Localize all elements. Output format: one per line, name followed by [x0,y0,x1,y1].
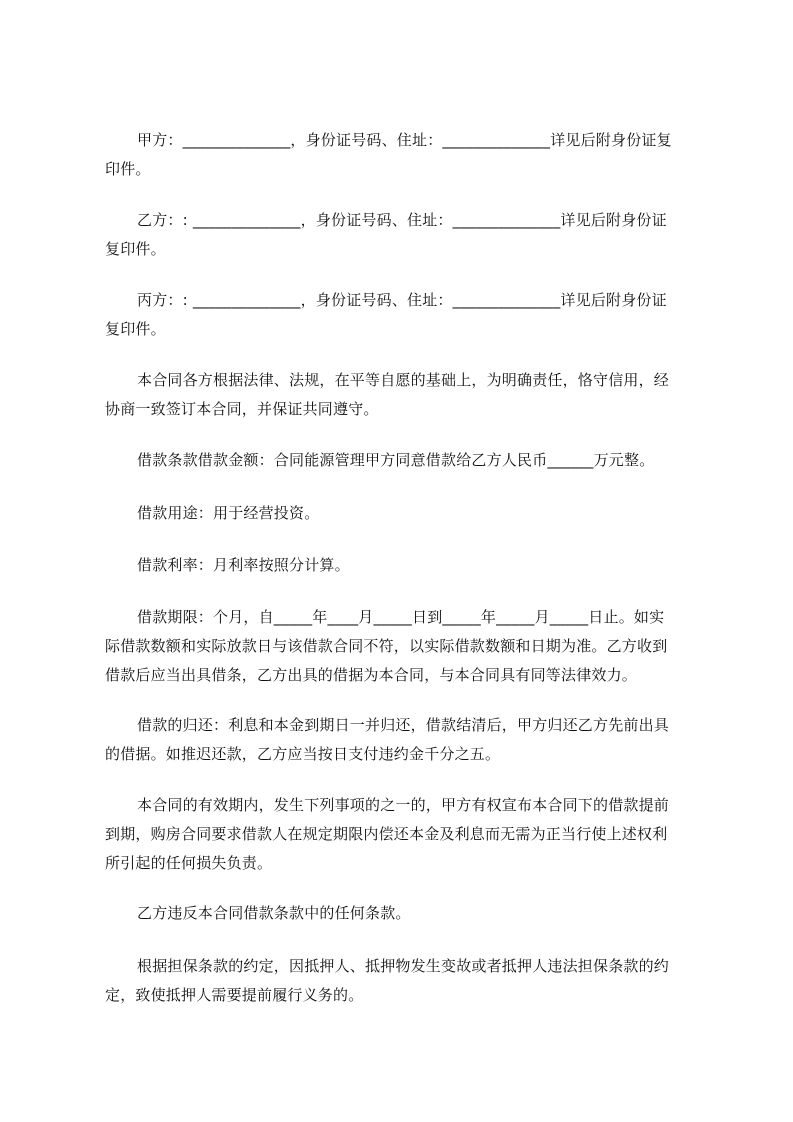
guarantee-paragraph [105,952,705,1010]
party-b-paragraph [105,206,705,264]
text-line: 乙方：: ______________，身份证号码、住址：______________详见后附身份证 [137,211,667,229]
text-line: 借款利率：月利率按照分计算。 [137,556,350,574]
text-line: 的借据。如推迟还款，乙方应当按日支付违约金千分之五。 [105,745,501,763]
text-line: 根据担保条款的约定，因抵押人、抵押物发生变故或者抵押人违法担保条款的约 [137,957,670,975]
loan-amount-paragraph [105,446,705,475]
text-line: 乙方违反本合同借款条款中的任何条款。 [137,904,411,922]
text-line: 所引起的任何损失负责。 [105,854,273,872]
acceleration-paragraph [105,791,705,878]
text-line: 借款的归还：利息和本金到期日一并归还，借款结清后，甲方归还乙方先前出具 [137,716,670,734]
text-line: 丙方：: ______________，身份证号码、住址：______________详见后附身份证 [137,291,667,309]
text-line: 复印件。 [105,320,166,338]
breach-paragraph [105,899,705,928]
party-a-paragraph [105,126,705,184]
text-line: 借款条款借款金额：合同能源管理甲方同意借款给乙方人民币______万元整。 [137,451,655,469]
text-line: 定，致使抵押人需要提前履行义务的。 [105,986,364,1004]
text-line: 本合同的有效期内，发生下列事项的之一的，甲方有权宣布本合同下的借款提前 [137,796,670,814]
loan-rate-paragraph [105,551,705,580]
text-line: 印件。 [105,160,151,178]
loan-purpose-paragraph [105,499,705,528]
text-line: 到期，购房合同要求借款人在规定期限内偿还本金及利息而无需为正当行使上述权利 [105,825,668,843]
text-line: 甲方：______________，身份证号码、住址：______________详见后附身份证复 [137,131,672,149]
text-line: 本合同各方根据法律、法规，在平等自愿的基础上，为明确责任，恪守信用，经 [137,371,670,389]
repayment-paragraph [105,711,705,769]
text-line: 复印件。 [105,240,166,258]
loan-term-paragraph [105,603,705,690]
preamble-paragraph [105,366,705,424]
text-line: 借款用途：用于经营投资。 [137,504,320,522]
text-line: 际借款数额和实际放款日与该借款合同不符，以实际借款数额和日期为准。乙方收到 [105,637,668,655]
text-line: 协商一致签订本合同，并保证共同遵守。 [105,400,379,418]
party-c-paragraph [105,286,705,344]
text-line: 借款期限：个月，自_____年____月_____日到_____年_____月_____日止。如实 [137,608,665,626]
text-line: 借款后应当出具借条，乙方出具的借据为本合同，与本合同具有同等法律效力。 [105,666,638,684]
